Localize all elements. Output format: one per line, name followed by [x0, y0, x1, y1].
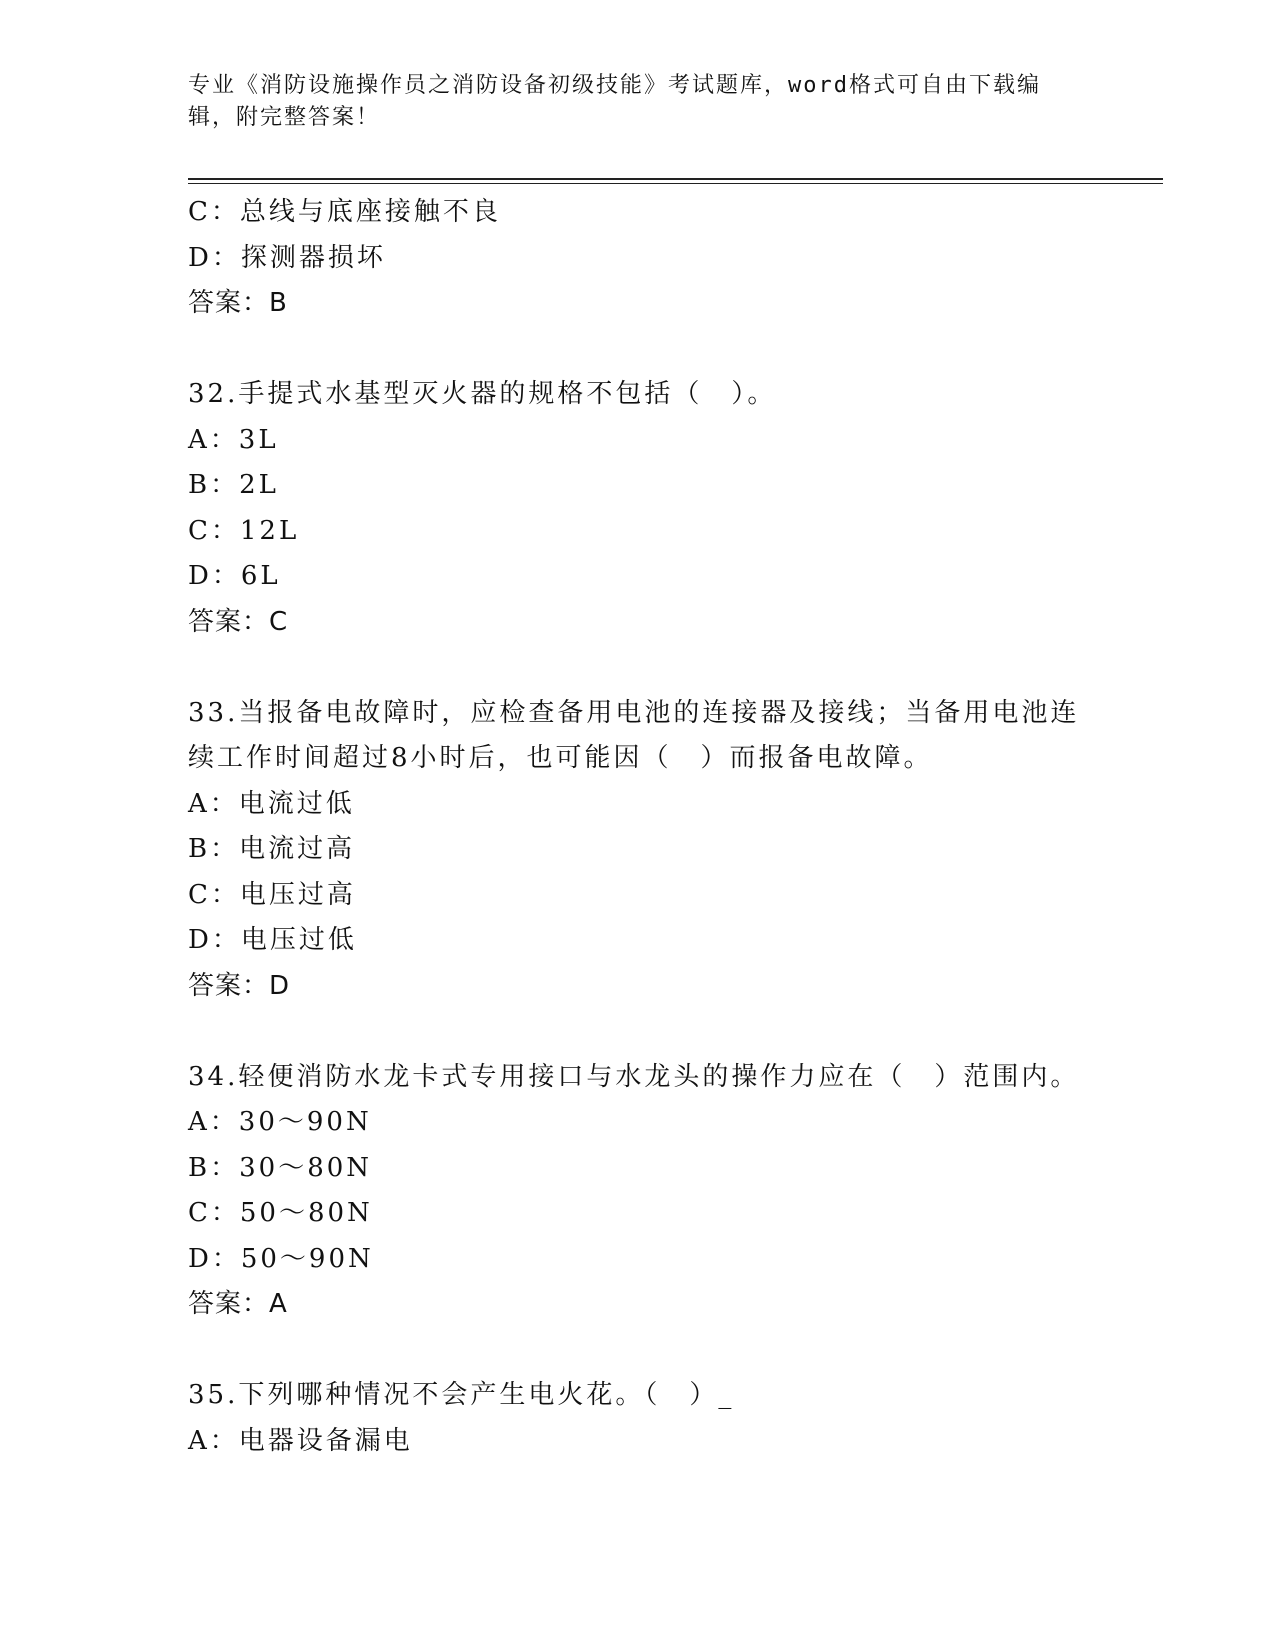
question-32: [188, 372, 1088, 645]
option-a: A：30～90N: [188, 1107, 372, 1137]
header-rule-thick: [188, 178, 1163, 180]
question-text: 34.轻便消防水龙卡式专用接口与水龙头的操作力应在（ ）范围内。: [188, 1061, 1080, 1092]
option-c: C：12L: [188, 515, 300, 546]
option-c: C：50～80N: [188, 1198, 373, 1228]
question-text: 33.当报备电故障时，应检查备用电池的连接器及接线；当备用电池连: [188, 697, 1080, 728]
option-d: D：6L: [188, 561, 281, 591]
option-d: D：50～90N: [188, 1243, 374, 1274]
option-d: D：电压过低: [188, 925, 357, 955]
option-b: B：30～80N: [188, 1152, 373, 1183]
question-34: [188, 1055, 1088, 1328]
question-35: [188, 1373, 1088, 1464]
option-c: C：总线与底座接触不良: [188, 197, 501, 227]
answer-label: 答案：B: [188, 288, 288, 318]
answer-label: 答案：A: [188, 1289, 288, 1319]
header-rule-thin: [188, 183, 1163, 184]
question-text: 35.下列哪种情况不会产生电火花。（ ）_: [188, 1380, 735, 1410]
question-text-cont: 续工作时间超过8小时后，也可能因（ ）而报备电故障。: [188, 743, 933, 773]
option-d: D：探测器损坏: [188, 242, 386, 273]
question-33: [188, 691, 1088, 1010]
answer-label: 答案：C: [188, 606, 289, 637]
option-a: A：电器设备漏电: [188, 1425, 413, 1456]
option-a: A：3L: [188, 424, 279, 455]
option-c: C：电压过高: [188, 879, 356, 910]
option-b: B：2L: [188, 470, 279, 500]
option-b: B：电流过高: [188, 834, 356, 864]
question-text: 32.手提式水基型灭火器的规格不包括（ ）。: [188, 379, 777, 409]
question-body: [188, 190, 1088, 1464]
option-a: A：电流过低: [188, 788, 355, 819]
answer-label: 答案：D: [188, 970, 291, 1001]
document-header: 专业《消防设施操作员之消防设备初级技能》考试题库，word格式可自由下载编辑，附完整答案！: [188, 73, 1041, 130]
